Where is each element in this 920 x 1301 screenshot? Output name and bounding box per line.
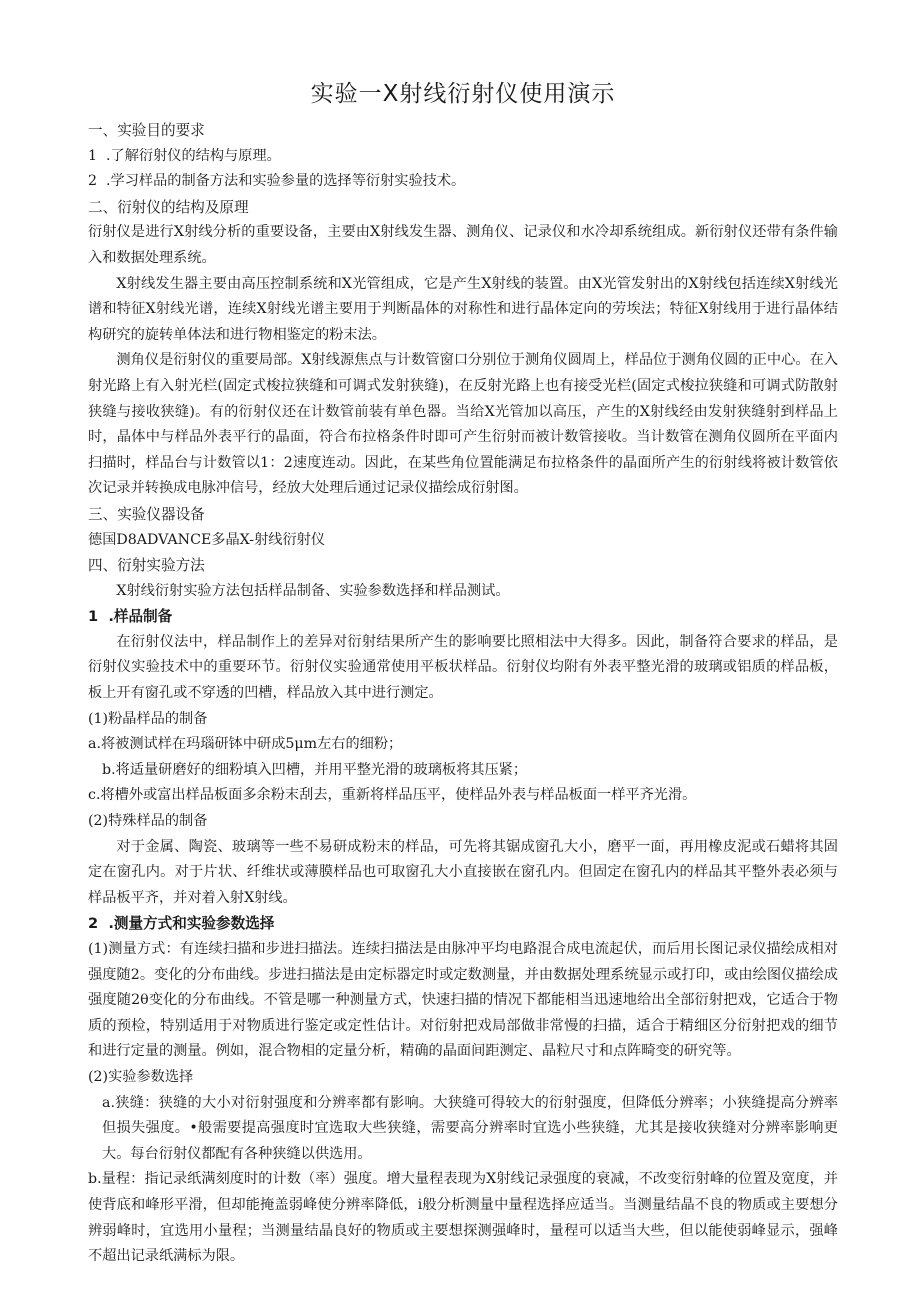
paragraph: X射线发生器主要由高压控制系统和X光管组成，它是产生X射线的装置。由X光管发射出的X射线包括连续X射线光谱和特征X射线光谱，连续X射线光谱主要用于判断晶体的对称性和进行晶体定向的劳埃法；特征X射线用于进行晶体结构研究的旋转单体法和进行物相鉴定的粉末法。 xyxy=(88,275,838,343)
section-heading-structure: 二、衍射仪的结构及原理 xyxy=(88,198,249,216)
list-item: b.将适量研磨好的细粉填入凹槽，并用平整光滑的玻璃板将其压紧； xyxy=(102,761,528,778)
paragraph: X射线衍射实验方法包括样品制备、实验参数选择和样品测试。 xyxy=(116,582,510,599)
paragraph: 测角仪是衍射仪的重要局部。X射线源焦点与计数管窗口分别位于测角仪圆周上，样品位于测角仪圆的正中心。在入射光路上有入射光栏(固定式梭拉狭缝和可调式发射狭缝)，在反射光路上也有接受光栏(固定式梭拉狭缝和可调式防散射狭缝与接收狭缝)。有的衍射仪还在计数管前装有单色器。当给X光管加以高压，产生的X射线经由发射狭缝射到样品上时，晶体中与样品外表平行的晶面，符合布拉格条件时即可产生衍射而被计数管接收。当计数管在测角仪圆所在平面内扫描时，样品台与计数管以1：2速度连动。因此，在某些角位置能满足布拉格条件的晶面所产生的衍射线将被计数管依次记录并转换成电脉冲信号，经放大处理后通过记录仪描绘成衍射图。 xyxy=(88,352,838,497)
paragraph: 衍射仪是进行X射线分析的重要设备，主要由X射线发生器、测角仪、记录仪和水冷却系统组成。新衍射仪还带有条件输入和数据处理系统。 xyxy=(88,224,838,266)
paragraph: 德国D8ADVANCE多晶X-射线衍射仪 xyxy=(88,531,326,548)
section-heading-methods: 四、衍射实验方法 xyxy=(88,557,205,575)
sub-heading-special: (2)特殊样品的制备 xyxy=(88,813,208,830)
list-item: a.将被测试样在玛瑙研钵中研成5μm左右的细粉； xyxy=(88,736,403,753)
paragraph: b.量程：指记录纸满刻度时的计数（率）强度。增大量程表现为X射线记录强度的衰减，不改变衍射峰的位置及宽度，并使背底和峰形平滑，但却能掩盖弱峰使分辨率降低，i般分析测量中量程选择应适当。当测量结晶不良的物质或主要想分辨弱峰时，宜选用小量程；当测量结晶良好的物质或主要想探测强峰时，量程可以适当大些，但以能使弱峰显示，强峰不超出记录纸满标为限。 xyxy=(88,1171,838,1265)
list-item: c.将槽外或富出样品板面多余粉末刮去，重新将样品压平，使样品外表与样品板面一样平齐光滑。 xyxy=(88,787,697,804)
objective-item: 2 .学习样品的制备方法和实验参量的选择等衍射实验技术。 xyxy=(88,173,466,190)
section-heading-objectives: 一、实验目的要求 xyxy=(88,122,205,139)
subsection-heading-measurement: 2 .测量方式和实验参数选择 xyxy=(88,915,275,933)
paragraph: (1)测量方式：有连续扫描和步进扫描法。连续扫描法是由脉冲平均电路混合成电流起伏，而后用长图记录仪描绘成相对强度随2。变化的分布曲线。步进扫描法是由定标器定时或定数测量，并由数据处理系统显示或打印，或由绘图仪描绘成强度随2θ变化的分布曲线。不管是哪一种测量方式，快速扫描的情况下都能相当迅速地给出全部衍射把戏，它适合于物质的预检，特别适用于对物质进行鉴定或定性估计。对衍射把戏局部做非常慢的扫描，适合于精细区分衍射把戏的细节和进行定量的测量。例如，混合物相的定量分析，精确的晶面间距测定、晶粒尺寸和点阵畸变的研究等。 xyxy=(88,941,838,1060)
subsection-heading-sample-prep: 1 .样品制备 xyxy=(88,608,173,626)
paragraph: 在衍射仪法中，样品制作上的差异对衍射结果所产生的影响要比照相法中大得多。因此，制备符合要求的样品，是衍射仪实验技术中的重要环节。衍射仪实验通常使用平板状样品。衍射仪均附有外表平整光滑的玻璃或铝质的样品板，板上开有窗孔或不穿透的凹槽，样品放入其中进行测定。 xyxy=(88,633,838,702)
objective-item: 1 .了解衍射仪的结构与原理。 xyxy=(88,147,281,164)
paragraph: 对于金属、陶瓷、玻璃等一些不易研成粉末的样品，可先将其锯成窗孔大小，磨平一面，再用橡皮泥或石蜡将其固定在窗孔内。对于片状、纤维状或薄膜样品也可取窗孔大小直接嵌在窗孔内。但固定在窗孔内的样品其平整外表必须与样品板平齐，并对着入射X射线。 xyxy=(88,838,838,906)
page-title: 实验一X射线衍射仪使用演示 xyxy=(310,81,616,107)
section-heading-equipment: 三、实验仪器设备 xyxy=(88,505,205,523)
sub-heading-params: (2)实验参数选择 xyxy=(88,1068,194,1085)
paragraph: a.狭缝：狭缝的大小对衍射强度和分辨率都有影响。大狭缝可得较大的衍射强度，但降低分辨率；小狭缝提高分辨率但损失强度。•般需要提高强度时宜选取大些狭缝，需要高分辨率时宜选小些狭缝，尤其是接收狭缝对分辨率影响更大。每台衍射仪都配有各种狭缝以供选用。 xyxy=(102,1094,838,1162)
sub-heading-powder: (1)粉晶样品的制备 xyxy=(88,710,208,727)
